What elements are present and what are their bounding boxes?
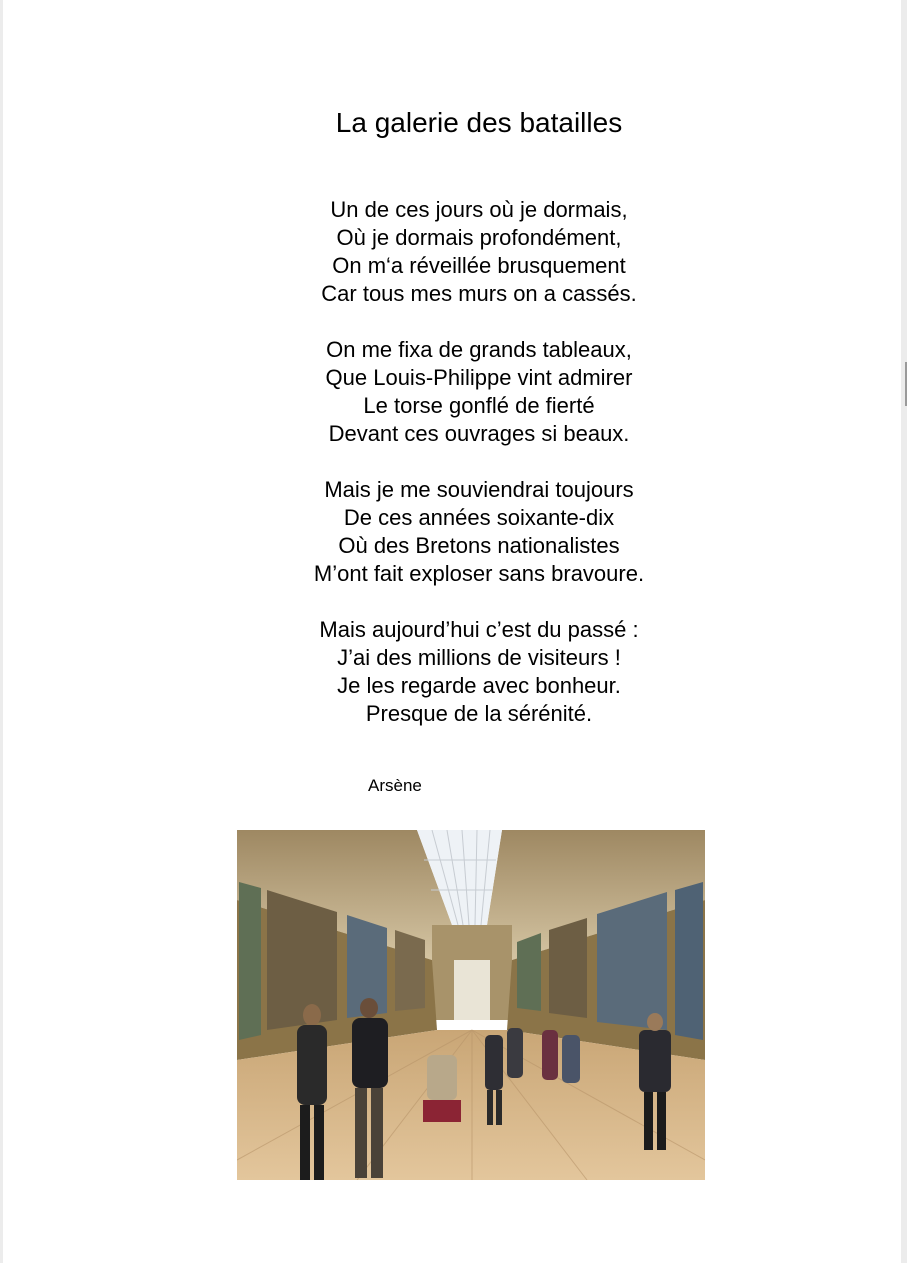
gallery-illustration (237, 830, 705, 1180)
poem-line: Que Louis-Philippe vint admirer (325, 365, 633, 390)
poem-line: Où je dormais profondément, (336, 225, 622, 250)
stanza (0, 336, 907, 448)
poem-title: La galerie des batailles (335, 107, 623, 138)
stanza (0, 616, 907, 728)
poem-line: Le torse gonflé de fierté (363, 393, 595, 418)
painting-left-1 (239, 882, 261, 1040)
poem-line: Un de ces jours où je dormais, (330, 197, 628, 222)
poem-line: Je les regarde avec bonheur. (337, 673, 621, 698)
poem-line: Mais aujourd’hui c’est du passé : (319, 617, 639, 642)
poem-line: On m‘a réveillée brusquement (332, 253, 626, 278)
poem-line: Où des Bretons nationalistes (338, 533, 620, 558)
poem-line: Devant ces ouvrages si beaux. (328, 421, 630, 446)
poem-body (0, 196, 907, 756)
stanza (0, 476, 907, 588)
painting-left-4 (395, 930, 425, 1011)
poem-line: M’ont fait exploser sans bravoure. (313, 561, 645, 586)
stanza (0, 196, 907, 308)
poem-line: De ces années soixante-dix (343, 505, 615, 530)
gallery-photo (237, 830, 705, 1180)
far-opening (454, 960, 490, 1020)
poem-line: Car tous mes murs on a cassés. (321, 281, 637, 306)
painting-right-2 (597, 892, 667, 1030)
painting-right-3 (549, 918, 587, 1018)
poem-line: Presque de la sérénité. (365, 701, 593, 726)
painting-right-4 (517, 933, 541, 1011)
poem-line: On me fixa de grands tableaux, (326, 337, 632, 362)
painting-left-2 (267, 890, 337, 1030)
poem-line: J’ai des millions de visiteurs ! (337, 645, 621, 670)
painting-right-1 (675, 882, 703, 1040)
poem-author: Arsène (368, 776, 422, 795)
poem-line: Mais je me souviendrai toujours (324, 477, 634, 502)
